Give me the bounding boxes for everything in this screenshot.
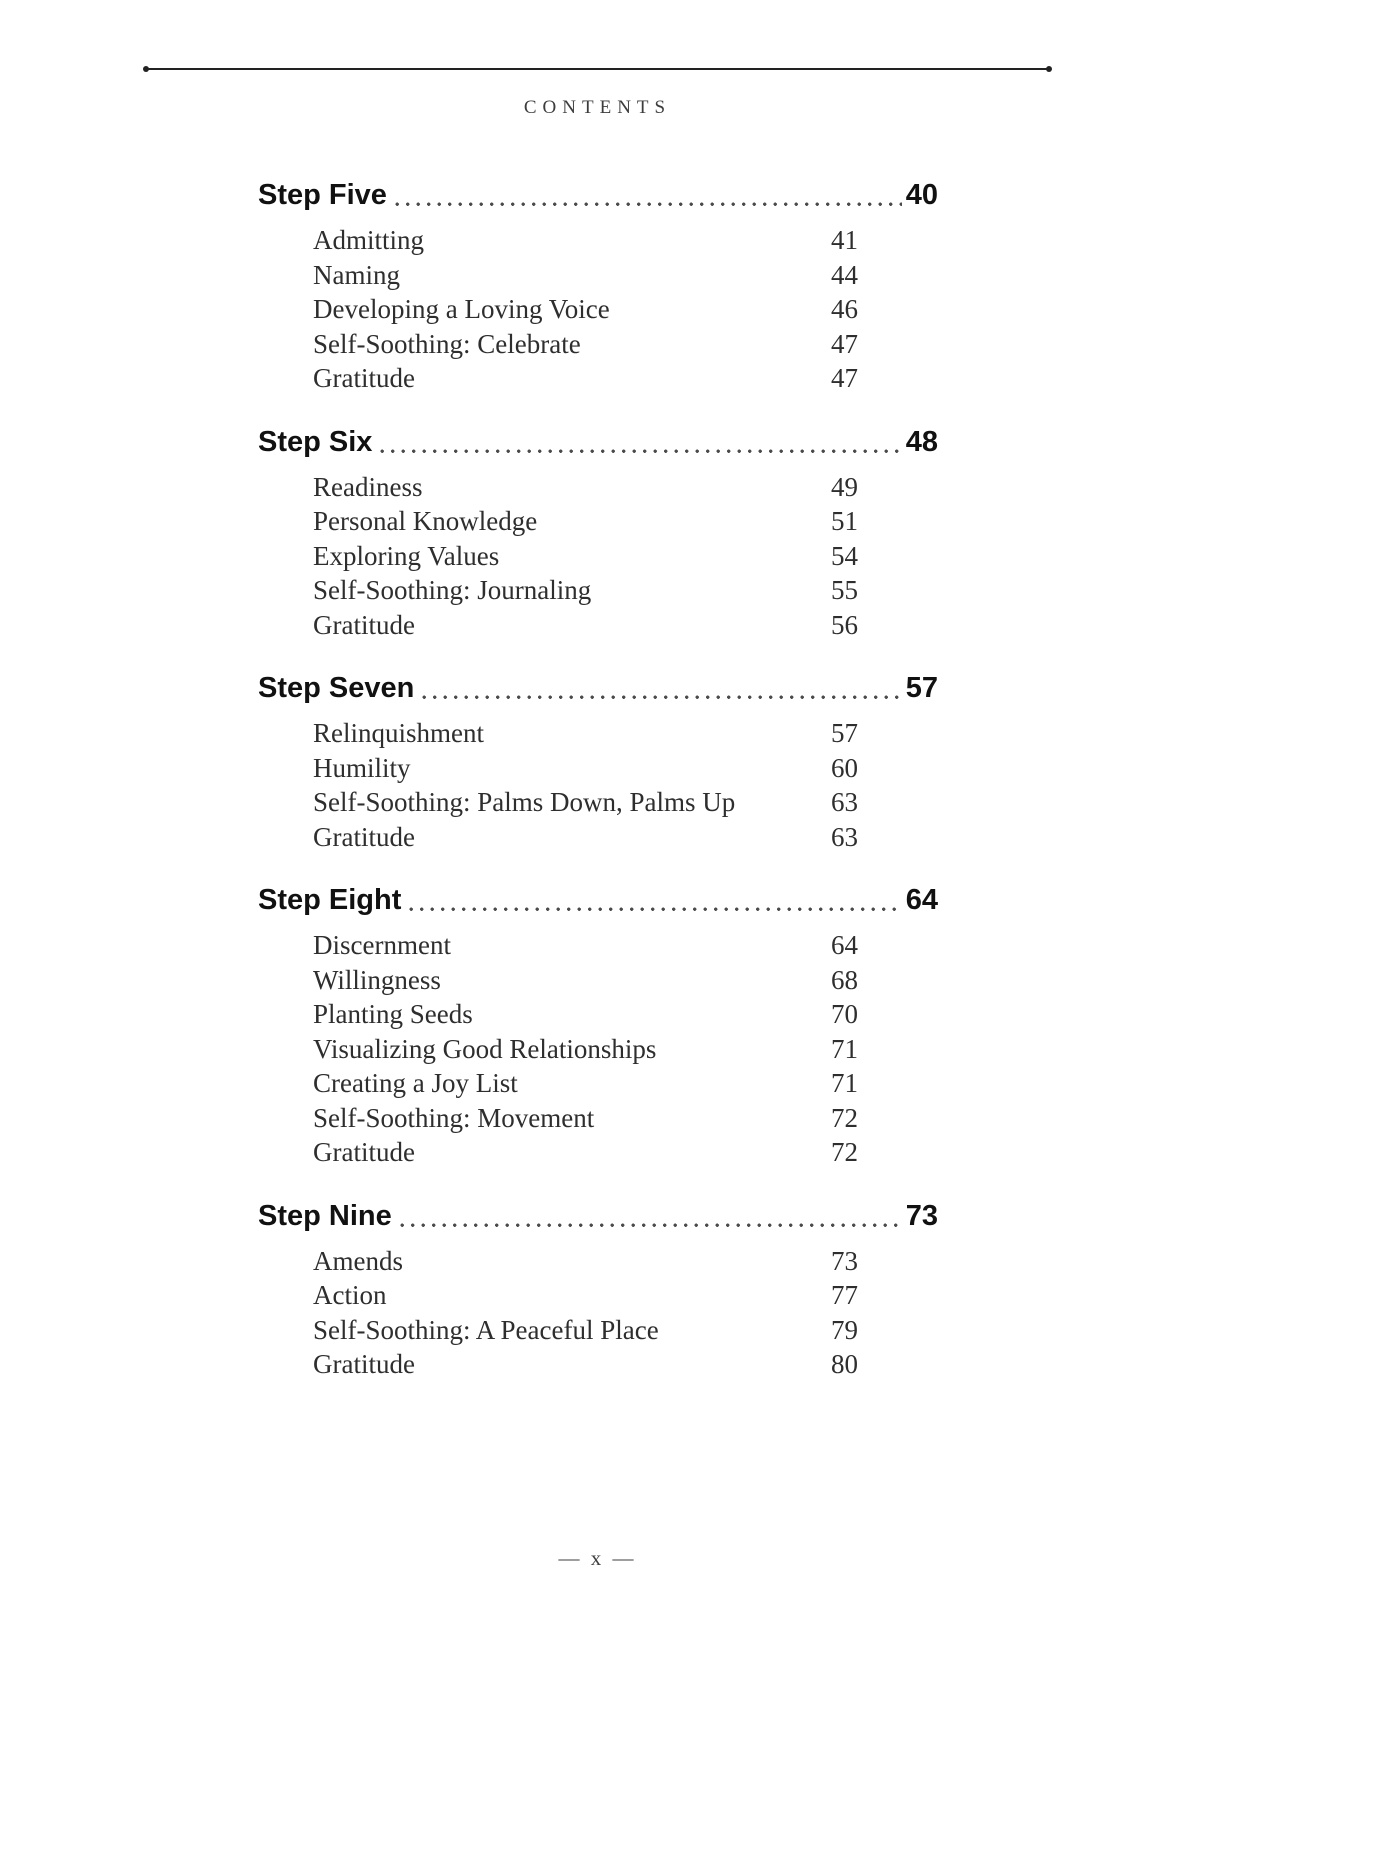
toc-entry bbox=[313, 1066, 858, 1101]
entry-label: Planting Seeds bbox=[313, 999, 473, 1029]
section-title: Step Five bbox=[258, 179, 387, 211]
toc-entry bbox=[313, 1032, 858, 1067]
section-title: Step Nine bbox=[258, 1199, 392, 1232]
entry-label: Developing a Loving Voice bbox=[313, 294, 610, 324]
page-footer: — x — bbox=[558, 1546, 637, 1570]
section-page-number: 64 bbox=[905, 884, 938, 916]
entry-label: Exploring Values bbox=[313, 540, 500, 571]
section-title: Step Eight bbox=[258, 884, 402, 916]
toc-section bbox=[258, 422, 938, 643]
entry-label: Gratitude bbox=[313, 609, 415, 640]
toc-entry bbox=[313, 751, 858, 786]
toc-entry bbox=[313, 258, 858, 293]
toc-section-row bbox=[258, 175, 938, 215]
page-content bbox=[145, 68, 1050, 1382]
entry-label: Self-Soothing: Movement bbox=[313, 1102, 595, 1133]
entry-page-number: 72 bbox=[831, 1137, 858, 1167]
toc-entry bbox=[313, 997, 858, 1032]
entry-page-number: 64 bbox=[831, 930, 858, 960]
entry-page-number: 63 bbox=[831, 787, 858, 817]
entry-page-number: 47 bbox=[831, 363, 858, 393]
entry-page-number: 72 bbox=[831, 1102, 858, 1133]
entry-label: Visualizing Good Relationships bbox=[313, 1033, 657, 1064]
toc-section-row bbox=[258, 422, 938, 462]
toc-entry bbox=[313, 1347, 858, 1382]
dot-leader bbox=[422, 695, 901, 700]
toc-entry bbox=[313, 327, 858, 362]
toc-entry bbox=[313, 361, 858, 396]
entry-page-number: 63 bbox=[831, 821, 858, 852]
toc-section bbox=[258, 175, 938, 396]
entry-label: Gratitude bbox=[313, 1137, 415, 1167]
section-title: Step Six bbox=[258, 425, 373, 458]
entry-page-number: 54 bbox=[831, 540, 858, 571]
toc-entry bbox=[313, 608, 858, 643]
entry-page-number: 51 bbox=[831, 506, 858, 536]
toc-entry bbox=[313, 573, 858, 608]
section-entries bbox=[313, 470, 938, 643]
toc-entry bbox=[313, 1244, 858, 1279]
section-title: Step Seven bbox=[258, 672, 415, 704]
toc-entry bbox=[313, 292, 858, 327]
entry-page-number: 57 bbox=[831, 718, 858, 748]
toc-entry bbox=[313, 716, 858, 751]
entry-page-number: 56 bbox=[831, 609, 858, 640]
section-page-number: 40 bbox=[905, 179, 938, 211]
toc-entry bbox=[313, 223, 858, 258]
entry-page-number: 68 bbox=[831, 964, 858, 995]
entry-page-number: 60 bbox=[831, 752, 858, 783]
section-entries bbox=[313, 716, 938, 854]
toc-entry bbox=[313, 1278, 858, 1313]
toc-entry bbox=[313, 1135, 858, 1170]
entry-label: Gratitude bbox=[313, 821, 415, 852]
toc bbox=[258, 175, 938, 1382]
toc-entry bbox=[313, 785, 858, 820]
toc-entry bbox=[313, 539, 858, 574]
entry-label: Personal Knowledge bbox=[313, 506, 538, 536]
entry-page-number: 44 bbox=[831, 259, 858, 290]
entry-label: Self-Soothing: Journaling bbox=[313, 575, 592, 605]
toc-entry bbox=[313, 1313, 858, 1348]
entry-page-number: 55 bbox=[831, 575, 858, 605]
entry-page-number: 46 bbox=[831, 294, 858, 324]
toc-section bbox=[258, 668, 938, 854]
entry-label: Readiness bbox=[313, 471, 423, 502]
entry-label: Discernment bbox=[313, 930, 451, 960]
entry-page-number: 71 bbox=[831, 1033, 858, 1064]
entry-label: Willingness bbox=[313, 964, 441, 995]
entry-label: Amends bbox=[313, 1245, 403, 1276]
entry-page-number: 70 bbox=[831, 999, 858, 1029]
entry-label: Relinquishment bbox=[313, 718, 484, 748]
toc-entry bbox=[313, 820, 858, 855]
entry-label: Action bbox=[313, 1280, 387, 1310]
entry-page-number: 79 bbox=[831, 1314, 858, 1345]
toc-section-row bbox=[258, 880, 938, 920]
toc-section bbox=[258, 1196, 938, 1382]
entry-label: Self-Soothing: Palms Down, Palms Up bbox=[313, 787, 736, 817]
entry-page-number: 73 bbox=[831, 1245, 858, 1276]
entry-page-number: 80 bbox=[831, 1349, 858, 1379]
entry-label: Naming bbox=[313, 259, 400, 290]
entry-page-number: 49 bbox=[831, 471, 858, 502]
entry-label: Self-Soothing: Celebrate bbox=[313, 328, 581, 359]
entry-label: Admitting bbox=[313, 225, 425, 255]
toc-entry bbox=[313, 1101, 858, 1136]
toc-section-row bbox=[258, 1196, 938, 1236]
entry-label: Gratitude bbox=[313, 363, 415, 393]
entry-page-number: 77 bbox=[831, 1280, 858, 1310]
section-entries bbox=[313, 223, 938, 396]
entry-page-number: 41 bbox=[831, 225, 858, 255]
dot-leader bbox=[395, 202, 902, 207]
entry-label: Gratitude bbox=[313, 1349, 415, 1379]
dot-leader bbox=[380, 449, 901, 454]
entry-page-number: 47 bbox=[831, 328, 858, 359]
entry-page-number: 71 bbox=[831, 1068, 858, 1098]
section-page-number: 48 bbox=[905, 425, 938, 458]
toc-entry bbox=[313, 963, 858, 998]
dot-leader bbox=[409, 907, 901, 912]
entry-label: Self-Soothing: A Peaceful Place bbox=[313, 1314, 659, 1345]
section-page-number: 57 bbox=[905, 672, 938, 704]
entry-label: Creating a Joy List bbox=[313, 1068, 518, 1098]
top-rule bbox=[145, 68, 1050, 70]
toc-entry bbox=[313, 504, 858, 539]
section-entries bbox=[313, 928, 938, 1170]
entry-label: Humility bbox=[313, 752, 411, 783]
toc-section bbox=[258, 880, 938, 1170]
toc-entry bbox=[313, 470, 858, 505]
toc-section-row bbox=[258, 668, 938, 708]
toc-entry bbox=[313, 928, 858, 963]
dot-leader bbox=[400, 1223, 902, 1228]
page-header: CONTENTS bbox=[523, 97, 672, 118]
section-entries bbox=[313, 1244, 938, 1382]
section-page-number: 73 bbox=[905, 1199, 938, 1232]
